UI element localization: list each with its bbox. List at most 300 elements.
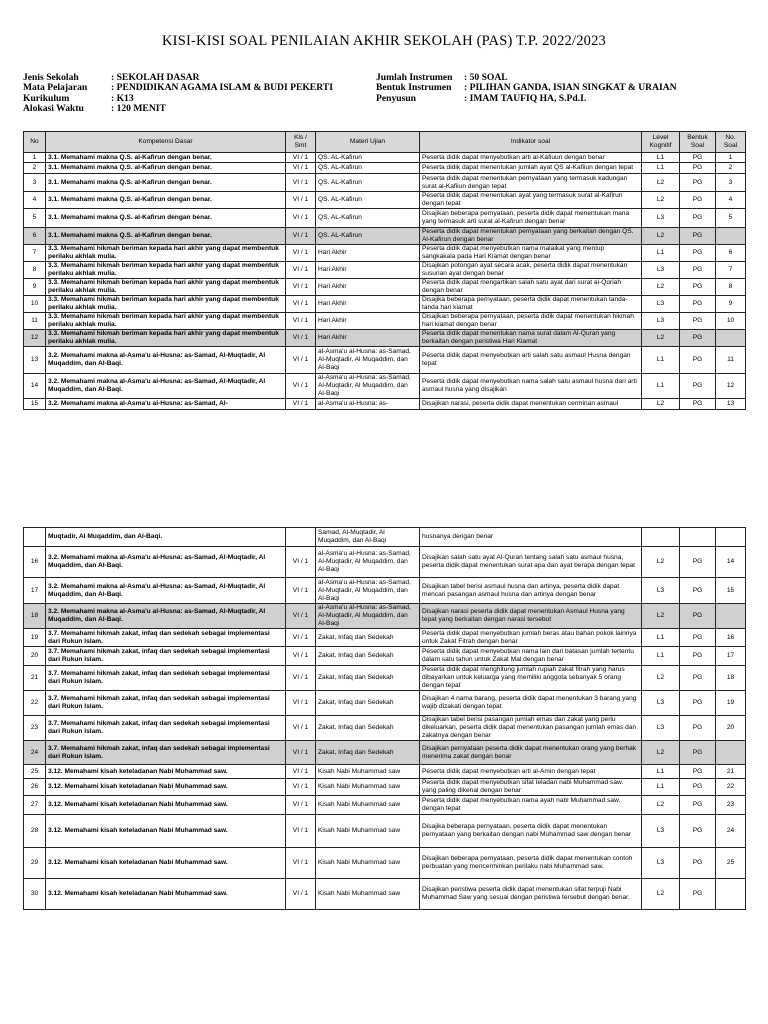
table-row [24, 347, 746, 374]
nosoal-cell: 14 [716, 547, 746, 578]
header-bentuk: Bentuk Soal [680, 132, 716, 153]
nosoal-cell: 19 [716, 691, 746, 716]
bentuk-cell: PG [680, 374, 716, 399]
meta-key: Alokasi Waktu [23, 103, 84, 115]
kelas-cell: VI / 1 [286, 578, 316, 604]
meta-value: : PENDIDIKAN AGAMA ISLAM & BUDI PEKERTI [111, 82, 333, 94]
row-no: 19 [24, 629, 46, 647]
nosoal-cell: 16 [716, 629, 746, 647]
nosoal-cell: 15 [716, 578, 746, 604]
table-row [24, 330, 746, 347]
kelas-cell: VI / 1 [286, 848, 316, 879]
materi-cell: Kisah Nabi Muhammad saw [316, 779, 420, 796]
level-cell: L1 [642, 245, 680, 262]
indikator-cell: Disajikan potongan ayat secara acak, peserta didik dapat menentukan susunan ayat dengan benar [420, 262, 642, 279]
kelas-cell: VI / 1 [286, 330, 316, 347]
kompetensi-dasar-cell: 3.3. Memahami hikmah beriman kepada hari akhir yang dapat membentuk perilaku akhlak mulia. [46, 245, 286, 262]
level-cell: L2 [642, 192, 680, 209]
meta-value: : 50 SOAL [464, 72, 508, 83]
table-row [24, 691, 746, 716]
indikator-cell: Disajikan beberapa pernyataan, peserta didik dapat menentukan hikmah hari kiamat dengan benar [420, 313, 642, 330]
level-cell: L2 [642, 547, 680, 578]
kompetensi-dasar-cell: 3.12. Memahami kisah keteladanan Nabi Muhammad saw. [46, 879, 286, 910]
page-break [0, 477, 768, 525]
kompetensi-dasar-cell: 3.2. Memahami makna al-Asma'u al-Husna: as-Samad, Al-Muqtadir, Al Muqaddim, dan Al-Baqi. [46, 547, 286, 578]
bentuk-cell: PG [680, 347, 716, 374]
table-row [24, 779, 746, 796]
kompetensi-dasar-cell: 3.2. Memahami makna al-Asma'u al-Husna: as-Samad, Al-Muqtadir, Al Muqaddim, dan Al-Baqi. [46, 604, 286, 629]
materi-cell: Hari Akhir [316, 330, 420, 347]
meta-value: : PILIHAN GANDA, ISIAN SINGKAT & URAIAN [464, 82, 677, 94]
bentuk-cell: PG [680, 796, 716, 815]
level-cell: L1 [642, 647, 680, 666]
kompetensi-dasar-cell: 3.3. Memahami hikmah beriman kepada hari akhir yang dapat membentuk perilaku akhlak mulia. [46, 330, 286, 347]
meta-key: Jenis Sekolah [23, 72, 79, 83]
indikator-cell: Disajikan 4 nama barang, peserta didik dapat menentukan 3 barang yang wajib dizakati dengan tepat [420, 691, 642, 716]
bentuk-cell: PG [680, 647, 716, 666]
row-no: 8 [24, 262, 46, 279]
materi-cell: Kisah Nabi Muhammad saw [316, 879, 420, 910]
kelas-cell: VI / 1 [286, 796, 316, 815]
row-no: 15 [24, 399, 46, 410]
kompetensi-dasar-cell: 3.1. Memahami makna Q.S. al-Kafirun dengan benar. [46, 163, 286, 174]
kelas-cell: VI / 1 [286, 741, 316, 765]
kompetensi-dasar-cell: 3.7. Memahami hikmah zakat, infaq dan sedekah sebagai implementasi dari Rukun Islam. [46, 716, 286, 741]
table-row [24, 279, 746, 296]
kelas-cell [286, 528, 316, 547]
bentuk-cell: PG [680, 153, 716, 163]
bentuk-cell: PG [680, 228, 716, 245]
level-cell: L1 [642, 347, 680, 374]
bentuk-cell: PG [680, 779, 716, 796]
bentuk-cell: PG [680, 815, 716, 848]
table-row [24, 399, 746, 410]
meta-key: Penyusun [376, 92, 416, 104]
level-cell: L2 [642, 879, 680, 910]
table-row [24, 374, 746, 399]
nosoal-cell: 8 [716, 279, 746, 296]
indikator-cell: Peserta didik dapat menyebutkan nama lain dari batasan jumlah tertentu dalam satu tahun untuk Zakat Mal dengan benar [420, 647, 642, 666]
row-no: 10 [24, 296, 46, 313]
level-cell: L2 [642, 741, 680, 765]
kelas-cell: VI / 1 [286, 163, 316, 174]
nosoal-cell [716, 330, 746, 347]
level-cell: L1 [642, 153, 680, 163]
nosoal-cell: 3 [716, 174, 746, 192]
level-cell: L2 [642, 796, 680, 815]
kelas-cell: VI / 1 [286, 347, 316, 374]
level-cell: L1 [642, 629, 680, 647]
meta-row [23, 83, 333, 93]
nosoal-cell: 10 [716, 313, 746, 330]
indikator-cell: Peserta didik dapat menentukan pernyataan yang termasuk kadungan surat al-Kafiiun dengan tepat [420, 174, 642, 192]
materi-cell: Kisah Nabi Muhammad saw [316, 765, 420, 779]
row-no: 16 [24, 547, 46, 578]
kompetensi-dasar-cell: 3.12. Memahami kisah keteladanan Nabi Muhammad saw. [46, 765, 286, 779]
table-row [24, 245, 746, 262]
bentuk-cell: PG [680, 848, 716, 879]
level-cell: L2 [642, 330, 680, 347]
kelas-cell: VI / 1 [286, 647, 316, 666]
level-cell: L3 [642, 296, 680, 313]
materi-cell: QS. AL-Kafirun [316, 153, 420, 163]
row-no: 7 [24, 245, 46, 262]
indikator-cell: Peserta didik dapat menyebutkan nama salah satu asmaul husna dari arti asmaul husna yang disajikan [420, 374, 642, 399]
table-row [24, 547, 746, 578]
materi-cell: QS. AL-Kafirun [316, 174, 420, 192]
row-no: 14 [24, 374, 46, 399]
kompetensi-dasar-cell: 3.1. Memahami makna Q.S. al-Kafirun dengan benar. [46, 192, 286, 209]
level-cell: L2 [642, 174, 680, 192]
row-no: 13 [24, 347, 46, 374]
kompetensi-dasar-cell: 3.2. Memahami makna al-Asma'u al-Husna: as-Samad, Al-Muqtadir, Al Muqaddim, dan Al-Baqi. [46, 347, 286, 374]
nosoal-cell [716, 228, 746, 245]
materi-cell: QS. AL-Kafirun [316, 192, 420, 209]
nosoal-cell [716, 528, 746, 547]
bentuk-cell: PG [680, 741, 716, 765]
indikator-cell: Peserta didik dapat menyebutkan arti al-Kafiuun dengan benar [420, 153, 642, 163]
row-no: 21 [24, 666, 46, 691]
nosoal-cell: 11 [716, 347, 746, 374]
nosoal-cell [716, 741, 746, 765]
indikator-cell: Peserta didik dapat menghitung jumlah rupiah zakat fitrah yang harus dibayarkan untuk keluarga yang memiliki anggota sebanyak 5 orang dengan tepat [420, 666, 642, 691]
kompetensi-dasar-cell: 3.3. Memahami hikmah beriman kepada hari akhir yang dapat membentuk perilaku akhlak mulia. [46, 279, 286, 296]
kisi-table-page-2 [23, 527, 746, 910]
kelas-cell: VI / 1 [286, 666, 316, 691]
row-no: 26 [24, 779, 46, 796]
kelas-cell: VI / 1 [286, 399, 316, 410]
kompetensi-dasar-cell: 3.2. Memahami makna al-Asma'u al-Husna: as-Samad, Al-Muqtadir, Al Muqaddim, dan Al-Baqi. [46, 374, 286, 399]
bentuk-cell: PG [680, 163, 716, 174]
level-cell: L2 [642, 228, 680, 245]
row-no: 27 [24, 796, 46, 815]
kompetensi-dasar-cell: 3.7. Memahami hikmah zakat, infaq dan sedekah sebagai implementasi dari Rukun Islam. [46, 741, 286, 765]
bentuk-cell: PG [680, 399, 716, 410]
kompetensi-dasar-cell: 3.7. Memahami hikmah zakat, infaq dan sedekah sebagai implementasi dari Rukun Islam. [46, 666, 286, 691]
meta-value: : IMAM TAUFIQ HA, S.Pd.I. [464, 92, 587, 104]
kelas-cell: VI / 1 [286, 209, 316, 228]
kompetensi-dasar-cell: 3.1. Memahami makna Q.S. al-Kafirun dengan benar. [46, 174, 286, 192]
kompetensi-dasar-cell: 3.3. Memahami hikmah beriman kepada hari akhir yang dapat membentuk perilaku akhlak mulia. [46, 296, 286, 313]
indikator-cell: Peserta didik dapat menyebutkan arti salah satu asmaul Husna dengan tepat [420, 347, 642, 374]
materi-cell: Hari Akhir [316, 279, 420, 296]
kelas-cell: VI / 1 [286, 174, 316, 192]
table-row [24, 647, 746, 666]
indikator-cell: Peserta didik dapat menyebutkan nama malaikat yang meniup sangkakala pada Hari Kiamat dengan benar [420, 245, 642, 262]
level-cell: L2 [642, 666, 680, 691]
row-no: 2 [24, 163, 46, 174]
indikator-cell: Peserta didik dapat menyebutkan sifat teladan nabi Muhammad saw. yang paling dikenal dengan benar [420, 779, 642, 796]
header-kelas: Kls / Smt [286, 132, 316, 153]
table-row [24, 153, 746, 163]
materi-cell: Hari Akhir [316, 296, 420, 313]
materi-cell: Kisah Nabi Muhammad saw [316, 815, 420, 848]
header-kompetensi: Kompetensi Dasar [46, 132, 286, 153]
bentuk-cell: PG [680, 209, 716, 228]
materi-cell: Zakat, Infaq dan Sedekah [316, 666, 420, 691]
indikator-cell: Disajikan beberapa pernyataan, peserta didik dapat menentukan mana yang termasuk arti surat al-Kafirun dengan benar [420, 209, 642, 228]
table-row [24, 879, 746, 910]
level-cell: L3 [642, 262, 680, 279]
materi-cell: al-Asma'u al-Husna: as-Samad, Al-Muqtadir, Al Muqaddim, dan Al-Baqi [316, 374, 420, 399]
nosoal-cell: 12 [716, 374, 746, 399]
kelas-cell: VI / 1 [286, 245, 316, 262]
kelas-cell: VI / 1 [286, 313, 316, 330]
meta-row [376, 94, 677, 104]
indikator-cell: Peserta didik dapat mengartikan salah satu ayat dari surat al-Qoriah dengan benar [420, 279, 642, 296]
indikator-cell: Disajikan tabel berisi pasangan jumlah emas dan zakat yang perlu dikeluarkan, peserta didik dapat menentukan pasangan jumlah emas dan zakatnya dengan benar [420, 716, 642, 741]
row-no: 17 [24, 578, 46, 604]
nosoal-cell: 9 [716, 296, 746, 313]
kompetensi-dasar-cell: 3.7. Memahami hikmah zakat, infaq dan sedekah sebagai implementasi dari Rukun Islam. [46, 647, 286, 666]
table-row [24, 741, 746, 765]
kompetensi-dasar-cell: 3.1. Memahami makna Q.S. al-Kafirun dengan benar. [46, 209, 286, 228]
indikator-cell: Disajikan peristiwa peserta didik dapat menentukan sifat terpuji Nabi Muhammad Saw yang sesuai dengan peristiwa tersebut dengan benar. [420, 879, 642, 910]
table-row [24, 765, 746, 779]
kompetensi-dasar-cell: 3.2. Memahami makna al-Asma'u al-Husna: as-Samad, Al- [46, 399, 286, 410]
nosoal-cell: 17 [716, 647, 746, 666]
table-row [24, 228, 746, 245]
materi-cell: Zakat, Infaq dan Sedekah [316, 629, 420, 647]
nosoal-cell: 7 [716, 262, 746, 279]
meta-key: Jumlah Instrumen [376, 72, 453, 83]
meta-row [23, 104, 333, 114]
nosoal-cell [716, 604, 746, 629]
materi-cell: QS. AL-Kafirun [316, 163, 420, 174]
table-row [24, 192, 746, 209]
bentuk-cell: PG [680, 174, 716, 192]
row-no: 6 [24, 228, 46, 245]
indikator-cell: Peserta didik dapat menyebutkan nama ayah nabi Muhammad saw. dengan tepat [420, 796, 642, 815]
level-cell: L3 [642, 691, 680, 716]
materi-cell: al-Asma'u al-Husna: as-Samad, Al-Muqtadir, Al Muqaddim, dan Al-Baqi [316, 604, 420, 629]
nosoal-cell: 1 [716, 153, 746, 163]
kelas-cell: VI / 1 [286, 192, 316, 209]
level-cell [642, 528, 680, 547]
table-header-row [24, 132, 746, 153]
header-materi: Materi Ujian [316, 132, 420, 153]
table-row [24, 174, 746, 192]
row-no: 3 [24, 174, 46, 192]
table-row [24, 629, 746, 647]
indikator-cell: Disajikan beberapa pernyataan, peserta didik dapat menentukan contoh perbuatan yang mencerminkan perilaku nabi Muhammad saw. [420, 848, 642, 879]
table-row [24, 296, 746, 313]
kelas-cell: VI / 1 [286, 604, 316, 629]
bentuk-cell: PG [680, 547, 716, 578]
kelas-cell: VI / 1 [286, 629, 316, 647]
table-row [24, 716, 746, 741]
materi-cell: al-Asma'u al-Husna: as-Samad, Al-Muqtadir, Al Muqaddim, dan Al-Baqi [316, 547, 420, 578]
bentuk-cell [680, 528, 716, 547]
bentuk-cell: PG [680, 629, 716, 647]
indikator-cell: Disajika beberapa pernyataan, peserta didik dapat menentukan tanda-tanda hari kiamat [420, 296, 642, 313]
table-row [24, 313, 746, 330]
row-no: 28 [24, 815, 46, 848]
meta-value: : SEKOLAH DASAR [111, 72, 200, 83]
kelas-cell: VI / 1 [286, 296, 316, 313]
kompetensi-dasar-cell: 3.3. Memahami hikmah beriman kepada hari akhir yang dapat membentuk perilaku akhlak mulia. [46, 313, 286, 330]
bentuk-cell: PG [680, 296, 716, 313]
table-row [24, 848, 746, 879]
level-cell: L3 [642, 578, 680, 604]
nosoal-cell: 25 [716, 848, 746, 879]
bentuk-cell: PG [680, 716, 716, 741]
row-no: 29 [24, 848, 46, 879]
row-no: 1 [24, 153, 46, 163]
table-row [24, 666, 746, 691]
materi-cell: Zakat, Infaq dan Sedekah [316, 647, 420, 666]
level-cell: L2 [642, 399, 680, 410]
row-no [24, 528, 46, 547]
level-cell: L1 [642, 163, 680, 174]
kelas-cell: VI / 1 [286, 879, 316, 910]
table-row [24, 209, 746, 228]
kelas-cell: VI / 1 [286, 279, 316, 296]
row-no: 4 [24, 192, 46, 209]
materi-cell: Zakat, Infaq dan Sedekah [316, 741, 420, 765]
kompetensi-dasar-cell: 3.12. Memahami kisah keteladanan Nabi Muhammad saw. [46, 796, 286, 815]
bentuk-cell: PG [680, 330, 716, 347]
kompetensi-dasar-cell: 3.2. Memahami makna al-Asma'u al-Husna: as-Samad, Al-Muqtadir, Al Muqaddim, dan Al-Baqi. [46, 578, 286, 604]
header-no: No [24, 132, 46, 153]
kelas-cell: VI / 1 [286, 815, 316, 848]
kelas-cell: VI / 1 [286, 228, 316, 245]
kelas-cell: VI / 1 [286, 779, 316, 796]
row-no: 30 [24, 879, 46, 910]
indikator-cell: Peserta didik dapat menyebutkan jumlah beras atau bahan pokok lainnya untuk Zakat Fitrah dengan benar [420, 629, 642, 647]
indikator-cell: Peserta didik dapat menentukan jumlah ayat QS al-Kafiiun dengan tepat [420, 163, 642, 174]
indikator-cell: Disajikan tabel berisi asmaul husna dan artinya, peserta didik dapat mencari pasangan asmaul husna dan artinya dengan benar [420, 578, 642, 604]
nosoal-cell: 18 [716, 666, 746, 691]
indikator-cell: Disajikan salah satu ayat Al-Quran tentang salah satu asmaul husna, peserta didik dapat menentukan surat apa dan ayat berapa dengan tepat [420, 547, 642, 578]
nosoal-cell: 24 [716, 815, 746, 848]
row-no: 12 [24, 330, 46, 347]
table-row [24, 604, 746, 629]
table-row [24, 163, 746, 174]
nosoal-cell: 20 [716, 716, 746, 741]
nosoal-cell: 21 [716, 765, 746, 779]
bentuk-cell: PG [680, 279, 716, 296]
kompetensi-dasar-cell: 3.3. Memahami hikmah beriman kepada hari akhir yang dapat membentuk perilaku akhlak mulia. [46, 262, 286, 279]
kelas-cell: VI / 1 [286, 262, 316, 279]
kompetensi-dasar-cell: 3.7. Memahami hikmah zakat, infaq dan sedekah sebagai implementasi dari Rukun Islam. [46, 691, 286, 716]
kelas-cell: VI / 1 [286, 153, 316, 163]
materi-cell: al-Asma'u al-Husna: as- [316, 399, 420, 410]
materi-cell: Hari Akhir [316, 245, 420, 262]
bentuk-cell: PG [680, 262, 716, 279]
row-no: 22 [24, 691, 46, 716]
nosoal-cell: 22 [716, 779, 746, 796]
bentuk-cell: PG [680, 313, 716, 330]
kompetensi-dasar-cell: Muqtadir, Al Muqaddim, dan Al-Baqi. [46, 528, 286, 547]
bentuk-cell: PG [680, 192, 716, 209]
materi-cell: Kisah Nabi Muhammad saw [316, 848, 420, 879]
level-cell: L2 [642, 279, 680, 296]
kelas-cell: VI / 1 [286, 547, 316, 578]
header-indikator: Indikator soal [420, 132, 642, 153]
level-cell: L3 [642, 716, 680, 741]
materi-cell: al-Asma'u al-Husna: as-Samad, Al-Muqtadir, Al Muqaddim, dan Al-Baqi [316, 347, 420, 374]
nosoal-cell: 6 [716, 245, 746, 262]
nosoal-cell: 4 [716, 192, 746, 209]
level-cell: L3 [642, 209, 680, 228]
kelas-cell: VI / 1 [286, 765, 316, 779]
nosoal-cell: 13 [716, 399, 746, 410]
kompetensi-dasar-cell: 3.1. Memahami makna Q.S. al-Kafirun dengan benar. [46, 228, 286, 245]
table-row [24, 262, 746, 279]
level-cell: L3 [642, 815, 680, 848]
bentuk-cell: PG [680, 765, 716, 779]
meta-value: : 120 MENIT [111, 103, 166, 115]
row-no: 11 [24, 313, 46, 330]
bentuk-cell: PG [680, 604, 716, 629]
indikator-cell: Disajikan pernyataan peserta didik dapat menentukan orang yang berhak menerima zakat dengan benar [420, 741, 642, 765]
kompetensi-dasar-cell: 3.1. Memahami makna Q.S. al-Kafirun dengan benar. [46, 153, 286, 163]
materi-cell: Zakat, Infaq dan Sedekah [316, 716, 420, 741]
meta-value: : K13 [111, 92, 134, 104]
bentuk-cell: PG [680, 879, 716, 910]
nosoal-cell: 5 [716, 209, 746, 228]
row-no: 9 [24, 279, 46, 296]
materi-cell: Samad, Al-Muqtadir, Al Muqaddim, dan Al-Baqi [316, 528, 420, 547]
indikator-cell: Peserta didik dapat menyebutkan arti al-Amin dengan tepat [420, 765, 642, 779]
nosoal-cell: 2 [716, 163, 746, 174]
indikator-cell: Disajikan narasi peserta didik dapat menentukan Asmaul Husna yang tepat yang berkaitan dengan narasi tersebut [420, 604, 642, 629]
table-row [24, 578, 746, 604]
materi-cell: Zakat, Infaq dan Sedekah [316, 691, 420, 716]
materi-cell: Hari Akhir [316, 262, 420, 279]
level-cell: L3 [642, 848, 680, 879]
indikator-cell: Peserta didik dapat menentukan nama surat dalam Al-Quran yang berkaitan dengan peristiwa Hari Kiamat [420, 330, 642, 347]
materi-cell: al-Asma'u al-Husna: as-Samad, Al-Muqtadir, Al Muqaddim, dan Al-Baqi [316, 578, 420, 604]
meta-right [376, 73, 677, 104]
indikator-cell: husnanya dengan benar [420, 528, 642, 547]
kompetensi-dasar-cell: 3.12. Memahami kisah keteladanan Nabi Muhammad saw. [46, 779, 286, 796]
nosoal-cell [716, 879, 746, 910]
row-no: 23 [24, 716, 46, 741]
level-cell: L3 [642, 313, 680, 330]
row-no: 18 [24, 604, 46, 629]
materi-cell: Kisah Nabi Muhammad saw [316, 796, 420, 815]
row-no: 24 [24, 741, 46, 765]
kelas-cell: VI / 1 [286, 716, 316, 741]
row-no: 5 [24, 209, 46, 228]
table-row [24, 528, 746, 547]
level-cell: L2 [642, 604, 680, 629]
header-nosoal: No. Soal [716, 132, 746, 153]
table-row [24, 815, 746, 848]
kelas-cell: VI / 1 [286, 374, 316, 399]
indikator-cell: Peserta didik dapat menentukan ayat yang termasuk surat al-Kafirun dengan tepat [420, 192, 642, 209]
kelas-cell: VI / 1 [286, 691, 316, 716]
bentuk-cell: PG [680, 245, 716, 262]
nosoal-cell: 23 [716, 796, 746, 815]
bentuk-cell: PG [680, 691, 716, 716]
materi-cell: QS. AL-Kafirun [316, 228, 420, 245]
level-cell: L1 [642, 765, 680, 779]
kompetensi-dasar-cell: 3.7. Memahami hikmah zakat, infaq dan sedekah sebagai implementasi dari Rukun Islam. [46, 629, 286, 647]
meta-key: Kurikulum [23, 92, 70, 104]
row-no: 25 [24, 765, 46, 779]
row-no: 20 [24, 647, 46, 666]
indikator-cell: Disajika beberapa pernyataan, peserta didik dapat menentukan pernyataan yang berkaitan dengan nabi Muhammad saw dengan benar [420, 815, 642, 848]
kompetensi-dasar-cell: 3.12. Memahami kisah keteladanan Nabi Muhammad saw. [46, 848, 286, 879]
kompetensi-dasar-cell: 3.12. Memahami kisah keteladanan Nabi Muhammad saw. [46, 815, 286, 848]
materi-cell: Hari Akhir [316, 313, 420, 330]
materi-cell: QS. AL-Kafirun [316, 209, 420, 228]
level-cell: L1 [642, 374, 680, 399]
level-cell: L1 [642, 779, 680, 796]
